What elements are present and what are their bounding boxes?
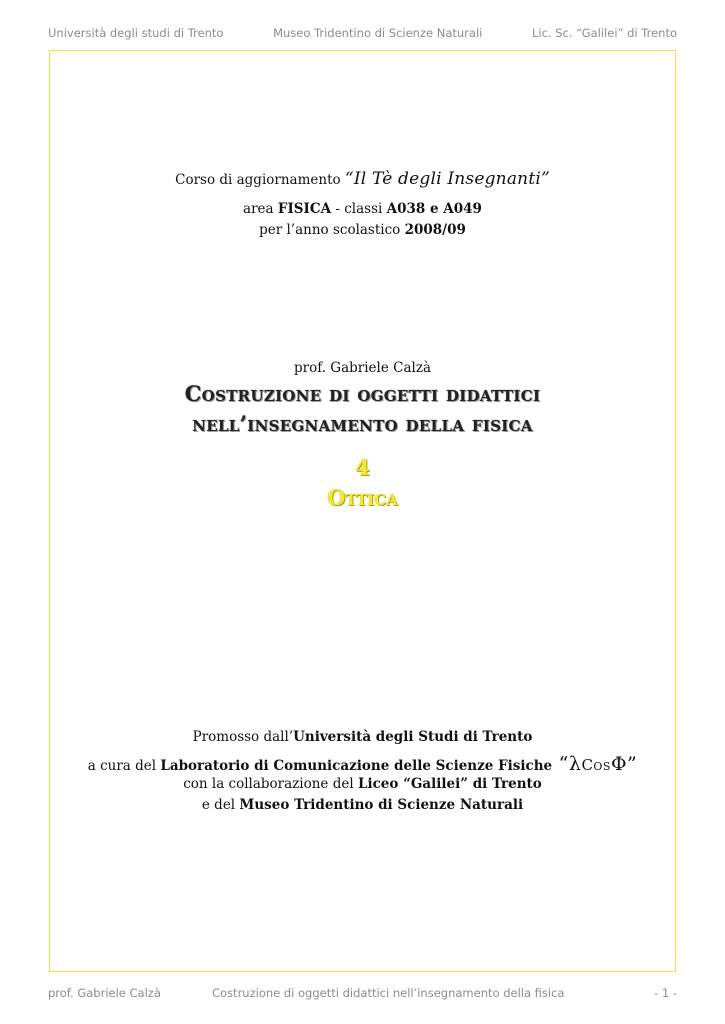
museum-line: [50, 797, 675, 813]
author: prof. Gabriele Calzà: [293, 360, 431, 376]
document-title-line-1: Costruzione di oggetti didattici: [184, 381, 541, 406]
curated-prefix: a cura del: [87, 758, 161, 774]
collaboration-liceo: Liceo “Galilei” di Trento: [357, 776, 542, 792]
header-museum: Museo Tridentino di Scienze Naturali: [273, 26, 483, 40]
classes-label: - classi: [331, 201, 387, 217]
lab-logo-open: “λ: [552, 753, 582, 775]
collaboration-line: [50, 776, 675, 792]
header-school: Lic. Sc. “Galilei” di Trento: [531, 26, 677, 40]
area-value: FISICA: [277, 201, 332, 217]
header-university: Università degli studi di Trento: [48, 26, 224, 40]
year-line: [50, 222, 675, 238]
classes-value: A038 e A049: [386, 201, 482, 217]
curated-lab: Laboratorio di Comunicazione delle Scienze Fisiche: [160, 758, 553, 774]
collaboration-prefix: con la collaborazione del: [183, 776, 358, 792]
footer-title: Costruzione di oggetti didattici nell’insegnamento della fisica: [212, 986, 565, 1000]
year-label: per l’anno scolastico: [259, 222, 405, 238]
running-footer: [48, 986, 677, 1000]
lab-logo-close: Φ”: [610, 753, 638, 775]
page-number: - 1 -: [654, 986, 677, 1000]
year-value: 2008/09: [404, 222, 466, 238]
course-name: “Il Tè degli Insegnanti”: [344, 169, 550, 189]
course-line: [50, 169, 675, 189]
running-header: [48, 26, 677, 40]
document-title-line-2: nell’insegnamento della fisica: [192, 411, 533, 436]
museum-name: Museo Tridentino di Scienze Naturali: [239, 797, 524, 813]
chapter-number: 4: [355, 455, 370, 480]
promoted-university: Università degli Studi di Trento: [293, 729, 533, 745]
museum-prefix: e del: [201, 797, 240, 813]
promoted-prefix: Promosso dall’: [192, 729, 294, 745]
chapter-title: Ottica: [327, 485, 398, 510]
lab-logo-cos: Cos: [581, 756, 611, 774]
curated-by-line: [50, 753, 675, 775]
area-line: [50, 201, 675, 217]
area-label: area: [243, 201, 278, 217]
course-prefix: Corso di aggiornamento: [175, 172, 345, 188]
footer-author: prof. Gabriele Calzà: [48, 986, 161, 1000]
promoted-by-line: [50, 729, 675, 745]
cover-frame: [49, 50, 676, 972]
lab-logo: [552, 753, 637, 775]
